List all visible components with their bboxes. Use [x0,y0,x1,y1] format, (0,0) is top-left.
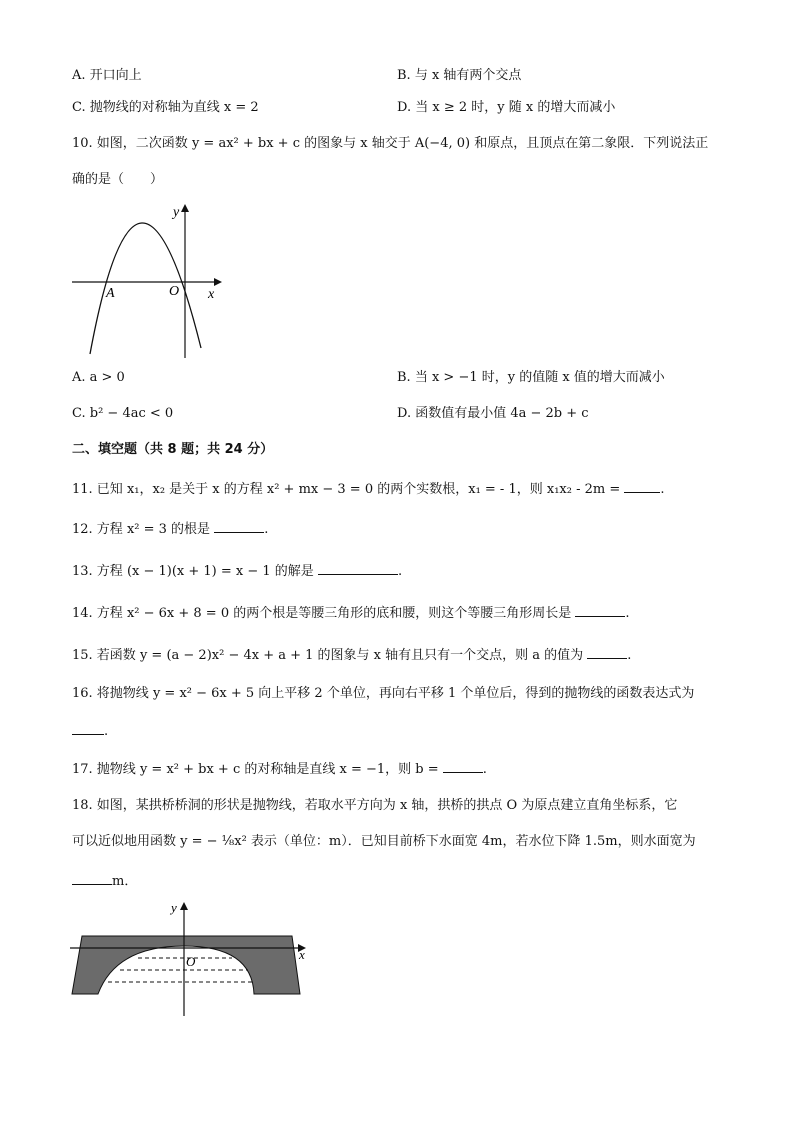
q16-answer-blank[interactable] [72,720,104,735]
q11-answer-blank[interactable] [624,478,660,493]
q11-end: . [660,482,665,497]
q18-unit: m． [112,874,138,889]
section-title: 二、填空题（共 8 题；共 24 分） [72,442,274,457]
q11-text: 11. 已知 x₁，x₂ 是关于 x 的方程 x² + mx − 3 = 0 的两个实数根，x₁ = - 1，则 x₁x₂ - 2m = [72,482,621,497]
q14 [72,602,630,624]
q17-end: . [482,762,487,777]
q18-line2: 可以近似地用函数 y = − ⅛x² 表示（单位：m）．已知目前桥下水面宽 4m，若水位下降 1.5m，则水面宽为 [72,834,696,849]
q15-text: 15. 若函数 y = (a − 2)x² − 4x + a + 1 的图象与 x 轴有且只有一个交点，则 a 的值为 [72,648,584,663]
q17-answer-blank[interactable] [443,758,483,773]
q9-option-c: C. 抛物线的对称轴为直线 x = 2 [72,100,259,115]
origin-label: O [169,284,180,299]
q17 [72,758,487,780]
q15-answer-blank[interactable] [587,644,627,659]
q18-line1: 18. 如图，某拱桥桥洞的形状是抛物线，若取水平方向为 x 轴，拱桥的拱点 O 为原点建立直角坐标系，它 [72,798,678,813]
q13-answer-blank[interactable] [318,560,398,575]
q16-end: . [104,724,109,739]
q10-stem-line2: 确的是（ ） [72,172,164,187]
q18-bridge-figure [68,896,316,1018]
q12 [72,518,268,540]
q10-option-b: B. 当 x > −1 时，y 的值随 x 值的增大而减小 [397,370,665,385]
q9-option-a: A. 开口向上 [72,68,142,83]
q14-text: 14. 方程 x² − 6x + 8 = 0 的两个根是等腰三角形的底和腰，则这个等腰三角形周长是 [72,606,572,621]
y-axis-arrow [181,204,189,212]
q10-option-d: D. 函数值有最小值 4a − 2b + c [397,406,589,421]
point-a-label: A [106,286,115,301]
q16-text: 16. 将抛物线 y = x² − 6x + 5 向上平移 2 个单位，再向右平移 1 个单位后，得到的抛物线的函数表达式为 [72,686,695,701]
q14-end: . [625,606,630,621]
q12-text: 12. 方程 x² = 3 的根是 [72,522,211,537]
q14-answer-blank[interactable] [575,602,625,617]
x-axis-label: x [208,287,215,302]
q16 [72,684,694,704]
q18-line3 [72,870,137,892]
q10-parabola-figure [68,198,228,360]
q18-answer-blank[interactable] [72,870,112,885]
q16-continued [72,720,108,742]
y-axis-label: y [173,205,180,220]
q12-end: . [264,522,269,537]
x-axis-label: x [299,947,305,962]
q11 [72,478,665,500]
q13-text: 13. 方程 (x − 1)(x + 1) = x − 1 的解是 [72,564,314,579]
q9-option-d: D. 当 x ≥ 2 时，y 随 x 的增大而减小 [397,100,616,115]
q13 [72,560,402,582]
q10-option-a: A. a > 0 [72,370,125,385]
q15 [72,644,631,666]
x-axis-arrow [214,278,222,286]
q10-stem-line1: 10. 如图，二次函数 y = ax² + bx + c 的图象与 x 轴交于 A(−4, 0) 和原点，且顶点在第二象限．下列说法正 [72,136,709,151]
q13-end: . [397,564,403,579]
origin-label: O [186,954,196,969]
q10-option-c: C. b² − 4ac < 0 [72,406,174,421]
y-axis-label: y [171,900,177,915]
q15-end: . [627,648,632,663]
q17-text: 17. 抛物线 y = x² + bx + c 的对称轴是直线 x = −1，则 b = [72,762,439,777]
y-axis-arrow [180,902,188,910]
q12-answer-blank[interactable] [214,518,264,533]
q9-option-b: B. 与 x 轴有两个交点 [397,68,522,83]
